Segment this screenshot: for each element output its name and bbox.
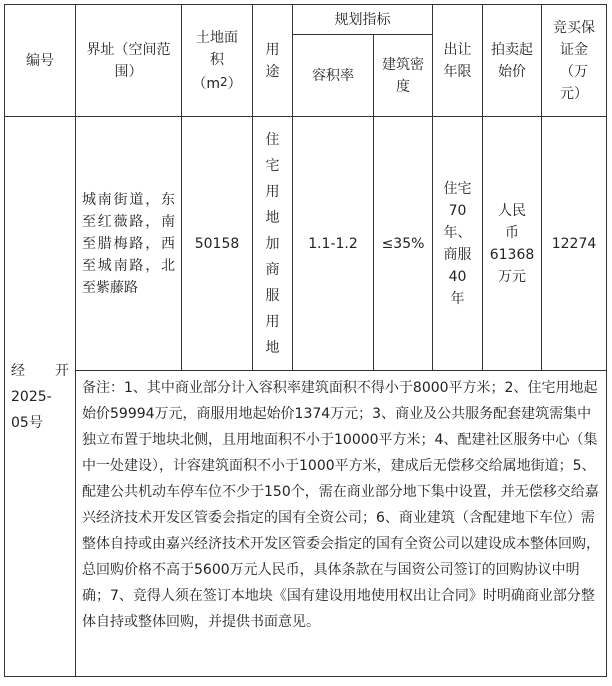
use-char: 商 [265,261,280,278]
header-deposit: 竞买保证金（万元） [542,5,607,117]
price-line: 币 [505,224,519,241]
term-line: 商服 [443,246,472,263]
term-line: 70 [448,202,467,219]
cell-start-price [483,117,542,371]
price-line: 万元 [498,268,526,285]
header-area [182,5,253,117]
header-area-unit-close: ） [227,75,242,92]
header-area-unit-exponent: 2 [220,74,228,89]
term-line: 40 [448,268,467,285]
use-char: 住 [265,131,280,148]
price-line: 人民 [498,202,526,219]
header-density: 建筑密度 [374,35,433,117]
price-line: 61368 [489,246,535,263]
header-term: 出让年限 [433,5,483,117]
header-area-label: 土地面积 [196,29,238,68]
land-parcel-table [4,4,607,677]
cell-deposit: 12274 [542,117,607,371]
use-char: 用 [265,313,280,330]
header-start-price: 拍卖起始价 [483,5,542,117]
use-char: 加 [265,235,280,252]
header-planning: 规划指标 [293,5,433,35]
header-area-unit-open: （m [192,75,220,92]
cell-area: 50158 [182,117,253,371]
cell-notes: 备注：1、其中商业部分计入容积率建筑面积不得小于8000平方米；2、住宅用地起始价59994万元，商服用地起始价1374万元；3、商业及公共服务配套建筑需集中独立布置于地块北侧，且用地面积不小于10000平方米；4、配建社区服务中心（集中一处建设），计容建筑面积不小于1000平方米，建成后无偿移交给属地街道；5、配建公共机动车停车位不少于150个，需在商业部分地下集中设置，并无偿移交给嘉兴经济技术开发区管委会指定的国有全资公司；6、商业建筑（含配建地下车位）需整体自持或由嘉兴经济技术开发区管委会指定的国有全资公司以建设成本整体回购，总回购价格不高于5600万元人民币，具体条款在与国资公司签订的回购协议中明确；7、竞得人须在签订本地块《国有建设用地使用权出让合同》时明确商业部分整体自持或整体回购，并提供书面意见。 [76,371,607,677]
header-use: 用途 [253,5,293,117]
use-char: 宅 [265,157,280,174]
cell-use [253,117,293,371]
use-char: 用 [265,183,280,200]
term-line: 年 [450,290,465,307]
use-char: 地 [265,339,280,356]
cell-far: 1.1-1.2 [293,117,374,371]
cell-code: 经开2025-05号 [5,117,76,677]
use-char: 服 [265,287,280,304]
header-far: 容积率 [293,35,374,117]
term-line: 住宅 [443,180,472,197]
term-line: 年、 [443,224,472,241]
cell-density: ≤35% [374,117,433,371]
header-boundary: 界址（空间范围） [76,5,182,117]
cell-boundary: 城南街道，东至红薇路，南至腊梅路，西至城南路，北至紫藤路 [76,117,182,371]
header-code: 编号 [5,5,76,117]
use-char: 地 [265,209,280,226]
cell-term [433,117,483,371]
